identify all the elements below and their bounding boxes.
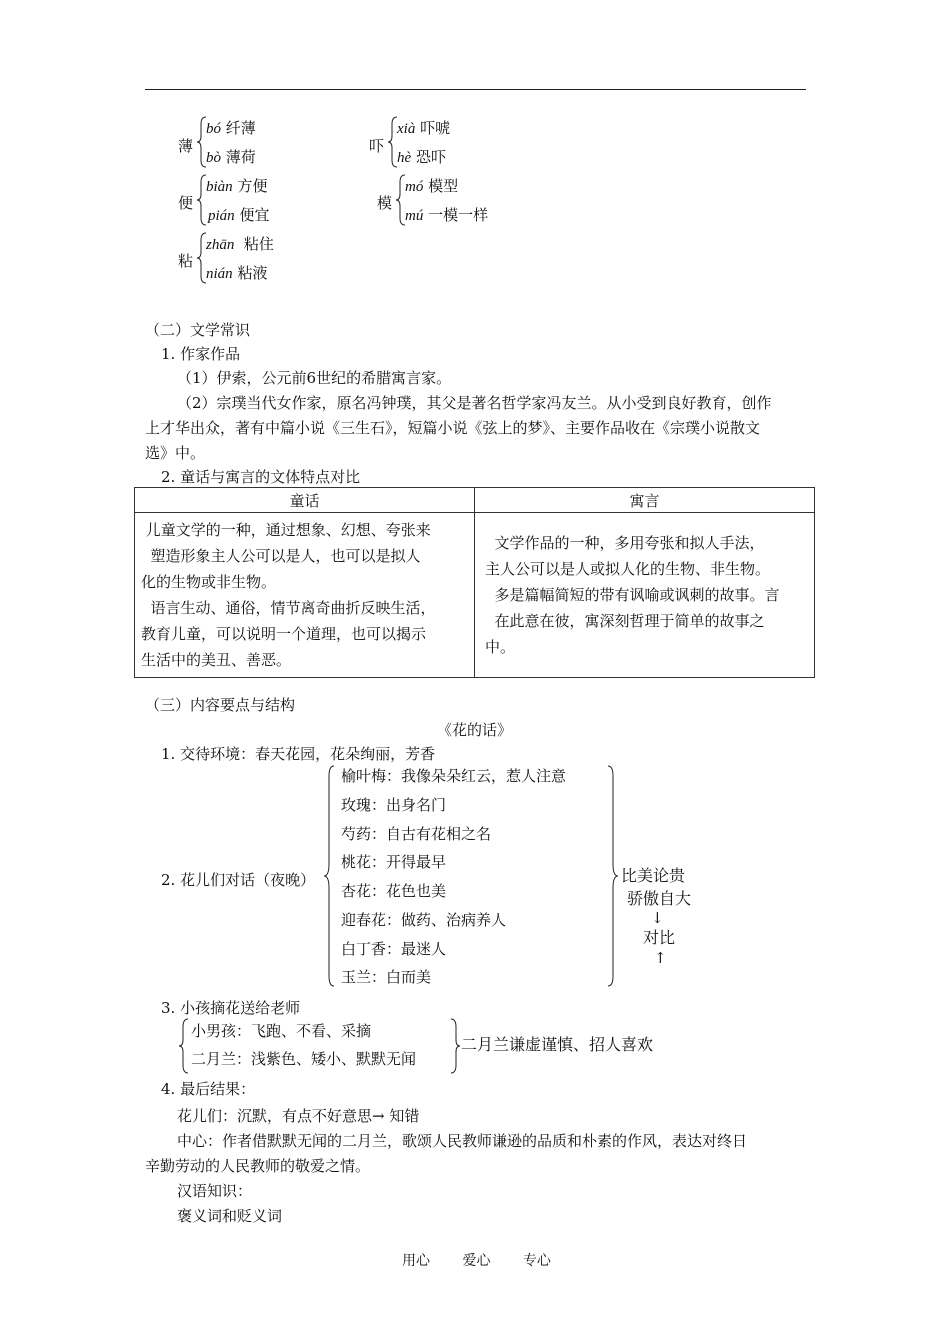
cell-line: 文学作品的一种，多用夸张和拟人手法，	[485, 534, 765, 552]
cell-line: 塑造形象主人公可以是人，也可以是拟人	[141, 547, 421, 565]
header-rule	[145, 89, 806, 90]
footer-text: 用心	[402, 1253, 430, 1269]
paragraph-line: （1）伊索，公元前6世纪的希腊寓言家。	[177, 369, 452, 387]
cell-line: 化的生物或非生物。	[141, 573, 277, 591]
polyphone-char: 粘	[178, 252, 194, 270]
paragraph-line: （2）宗璞当代女作家，原名冯钟璞，其父是著名哲学家冯友兰。从小受到良好教育，创作	[177, 394, 772, 412]
footer-text: 专心	[522, 1253, 551, 1269]
list-item: 二月兰：浅紫色、矮小、默默无闻	[191, 1050, 417, 1068]
list-item: 玫瑰：出身名门	[341, 796, 447, 814]
paragraph-line: 中心：作者借默默无闻的二月兰，歌颂人民教师谦逊的品质和朴素的作风，表达对终日	[177, 1132, 748, 1150]
list-item: 1. 作家作品	[161, 345, 241, 363]
paragraph-line: 褒义词和贬义词	[177, 1207, 283, 1225]
list-item: 3. 小孩摘花送给老师	[161, 999, 301, 1017]
right-brace-icon	[449, 1018, 461, 1074]
cell-line: 教育儿童，可以说明一个道理，也可以揭示	[141, 625, 427, 643]
list-item: 4. 最后结果：	[161, 1080, 256, 1098]
polyphone-char: 吓	[369, 137, 385, 155]
summary-text: 骄傲自大	[627, 889, 692, 908]
list-item: 玉兰：白而美	[341, 968, 432, 986]
polyphone-char: 便	[178, 194, 194, 212]
cell-line: 儿童文学的一种，通过想象、幻想、夸张来	[141, 521, 431, 539]
cell-line: 多是篇幅简短的带有讽喻或讽刺的故事。言	[485, 586, 780, 604]
list-item: 芍药：自古有花相之名	[341, 825, 492, 843]
text-title: 《花的话》	[437, 721, 513, 739]
list-item: 桃花：开得最早	[341, 853, 447, 871]
table-cell-fairy-tale	[135, 513, 475, 678]
right-brace-icon	[606, 764, 620, 988]
reading-line: bò 薄荷	[206, 148, 256, 166]
cell-line: 语言生动、通俗，情节离奇曲折反映生活，	[141, 599, 436, 617]
table-header: 寓言	[475, 488, 815, 513]
list-item: 白丁香：最迷人	[341, 940, 447, 958]
comparison-table	[134, 487, 815, 678]
reading-line: nián 粘液	[206, 264, 268, 282]
left-brace-icon	[322, 764, 336, 988]
arrow-up-icon: ↑	[654, 949, 667, 967]
footer-text: 爱心	[462, 1253, 491, 1269]
list-item: 小男孩：飞跑、不看、采摘	[191, 1022, 372, 1040]
cell-line: 中。	[485, 638, 516, 656]
left-brace-icon	[178, 1018, 190, 1074]
polyphone-char: 薄	[178, 137, 194, 155]
paragraph-line: 上才华出众，著有中篇小说《三生石》，短篇小说《弦上的梦》、主要作品收在《宗璞小说散文	[145, 419, 761, 437]
list-item: 2. 花儿们对话（夜晚）	[161, 871, 316, 889]
list-item: 1. 交待环境：春天花园，花朵绚丽，芳香	[161, 745, 436, 763]
reading-line: mú 一模一样	[405, 206, 489, 224]
list-item: 迎春花：做药、治病养人	[341, 911, 507, 929]
reading-line: bó 纤薄	[206, 119, 256, 137]
reading-line: pián 便宜	[208, 206, 270, 224]
reading-line: biàn 方便	[206, 177, 268, 195]
list-item: 杏花：花色也美	[341, 882, 447, 900]
page-footer	[402, 1250, 579, 1270]
table-cell-fable	[475, 513, 815, 678]
table-header: 童话	[135, 488, 475, 513]
reading-line: xià 吓唬	[397, 119, 451, 137]
cell-line: 主人公可以是人或拟人化的生物、非生物。	[485, 560, 771, 578]
summary-text: 比美论贵	[621, 866, 686, 885]
paragraph-line: 汉语知识：	[177, 1182, 253, 1200]
kids-result: 二月兰谦虚谨慎、招人喜欢	[461, 1035, 654, 1054]
section-heading: （二）文学常识	[145, 321, 251, 339]
list-item: 2. 童话与寓言的文体特点对比	[161, 468, 361, 486]
reading-line: mó 模型	[405, 177, 459, 195]
paragraph-line: 选》中。	[145, 444, 206, 462]
paragraph-line: 辛勤劳动的人民教师的敬爱之情。	[145, 1157, 371, 1175]
contrast-label: 对比	[643, 928, 676, 947]
section-heading: （三）内容要点与结构	[145, 696, 296, 714]
list-item: 榆叶梅：我像朵朵红云，惹人注意	[341, 767, 567, 785]
paragraph-line: 花儿们：沉默，有点不好意思→ 知错	[177, 1107, 420, 1125]
cell-line: 生活中的美丑、善恶。	[141, 651, 292, 669]
polyphone-char: 模	[377, 194, 393, 212]
reading-line: zhān 粘住	[206, 235, 274, 253]
cell-line: 在此意在彼，寓深刻哲理于简单的故事之	[485, 612, 765, 630]
reading-line: hè 恐吓	[397, 148, 446, 166]
arrow-down-icon: ↓	[651, 909, 664, 927]
